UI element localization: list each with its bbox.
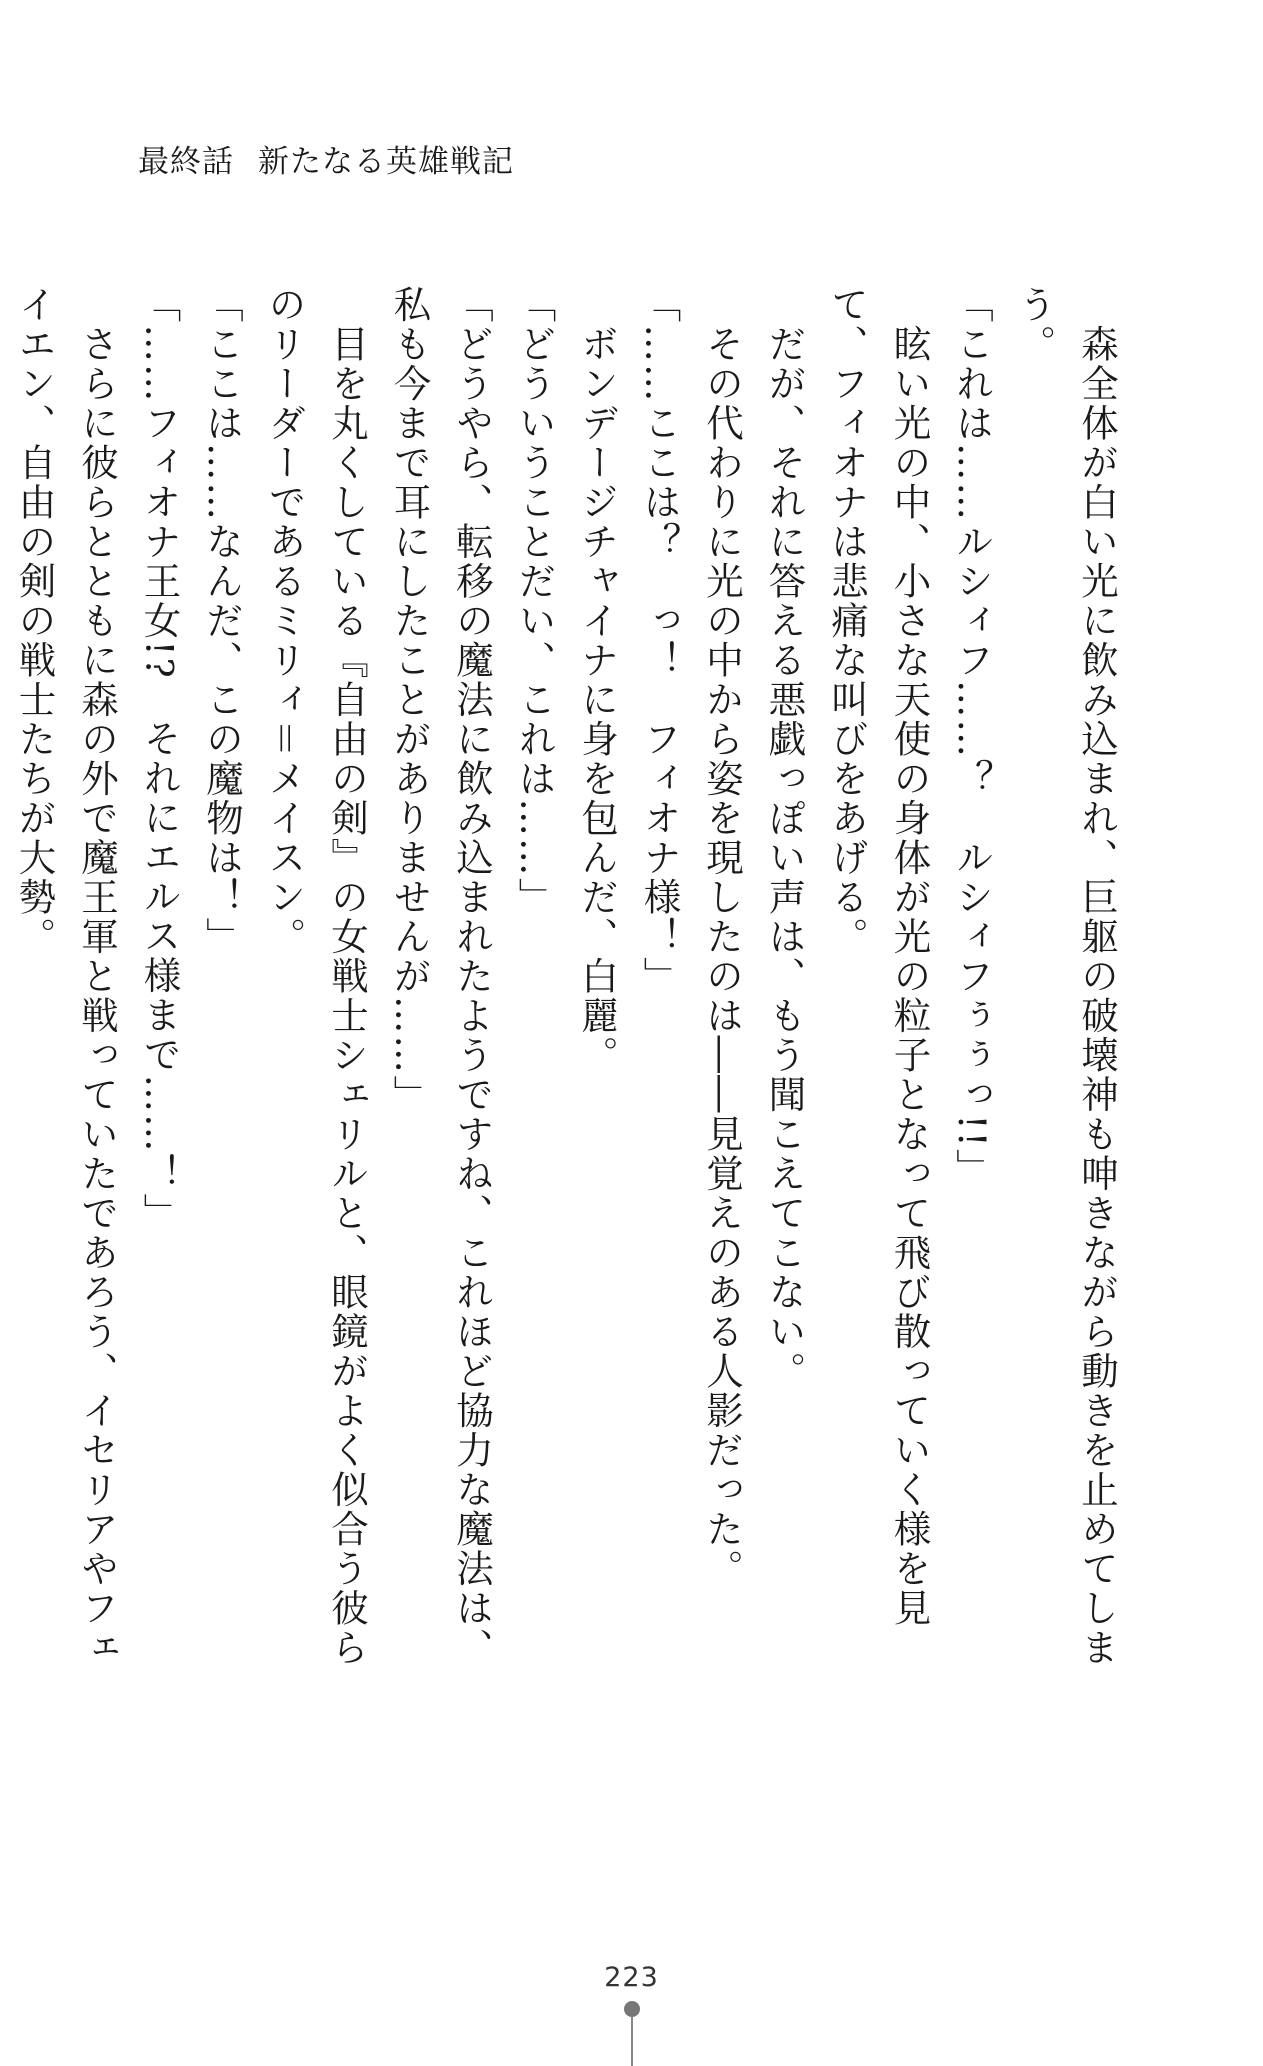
paragraph — [0, 285, 3, 1705]
dialogue-line: 「どうやら、転移の魔法に飲み込まれたようですね、これほど協力な魔法は、私も今まで耳にしたことがありませんが……」 — [387, 285, 494, 1668]
chapter-title: 新たなる英雄戦記 — [258, 144, 514, 180]
paragraph: さらに彼らとともに森の外で魔王軍と戦っていたであろう、イセリアやフェイエン、自由の剣の戦士たちが大勢。 — [12, 285, 119, 1668]
dialogue-line: 「……ここは？ っ！ フィオナ様！」 — [637, 285, 682, 996]
paragraph: その代わりに光の中から姿を現したのは――見覚えのある人影だった。 — [700, 285, 744, 1589]
dialogue-line: 「ここは……なんだ、この魔物は！」 — [200, 285, 244, 957]
page-marker-dot — [624, 2001, 640, 2017]
paragraph: だが、それに答える悪戯っぽい声は、もう聞こえてこない。 — [762, 285, 807, 1391]
dialogue-line: 「これは……ルシィフ……？ ルシィフぅぅっ!!」 — [950, 285, 994, 1189]
page-marker-line — [631, 2017, 633, 2066]
dialogue-line: 「……フィオナ王女!? それにエルス様まで……！」 — [137, 285, 182, 1233]
chapter-label: 最終話 — [138, 144, 234, 180]
paragraph: 眩い光の中、小さな天使の身体が光の粒子となって飛び散っていく様を見て、フィオナは悲痛な叫びをあげる。 — [825, 285, 932, 1628]
paragraph: 目を丸くしている『自由の剣』の女戦士シェリルと、眼鏡がよく似合う彼らのリーダーであるミリィ＝メイスン。 — [262, 285, 369, 1668]
vertical-body-text — [12, 285, 1128, 1705]
dialogue-line: 「どういうことだい、これは……」 — [512, 285, 557, 917]
paragraph: 森全体が白い光に飲み込まれ、巨躯の破壊神も呻きながら動きを止めてしまう。 — [1012, 285, 1119, 1668]
running-header — [138, 136, 514, 181]
page-number: 223 — [604, 1962, 659, 1993]
paragraph: ボンデージチャイナに身を包んだ、白麗。 — [575, 285, 619, 1075]
